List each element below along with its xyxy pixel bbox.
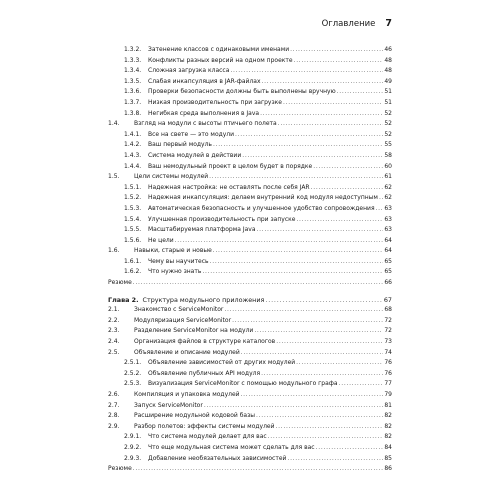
toc-entry-number: 1.5.4. (124, 215, 142, 223)
toc-leader-dots (242, 151, 383, 162)
toc-entry[interactable] (108, 66, 392, 77)
toc-entry-page: 86 (384, 465, 392, 473)
toc-entry-number: 1.4.2. (124, 141, 142, 149)
toc-entry[interactable] (108, 98, 392, 109)
toc-entry[interactable] (108, 390, 392, 401)
toc-entry-page: 72 (384, 316, 392, 324)
toc-entry[interactable] (108, 348, 392, 359)
toc-entry-title: Организация файлов в структуре каталогов (134, 338, 276, 346)
toc-entry-page: 60 (384, 162, 392, 170)
toc-entry-title: Конфликты разных версий на одном проекте (148, 56, 293, 64)
toc-entry-title: Разделение ServiceMonitor на модули (134, 327, 254, 335)
toc-entry-page: 65 (384, 257, 392, 265)
toc-entry-title: Автоматическая безопасность и улучшенное удобство сопровождения (148, 204, 375, 212)
toc-entry-number: 2.4. (108, 338, 120, 346)
toc-entry-number: 1.3.6. (124, 88, 142, 96)
toc-entry[interactable] (108, 193, 392, 204)
toc-entry-number: 2.9.3. (124, 454, 142, 462)
toc-entry-page: 46 (384, 46, 392, 53)
toc-entry-page: 62 (384, 183, 392, 191)
toc-entry-number: 1.5. (108, 173, 120, 181)
toc-entry[interactable] (108, 162, 392, 173)
toc-entry-page: 74 (384, 348, 392, 356)
toc-entry[interactable] (108, 45, 392, 56)
toc-entry-title: Объявление и описание модулей (134, 348, 240, 356)
toc-leader-dots (311, 183, 384, 194)
toc-leader-dots (268, 432, 384, 443)
toc-leader-dots (262, 77, 384, 88)
toc-leader-dots (213, 246, 384, 257)
toc-entry-title: Навыки, старые и новые (134, 247, 212, 255)
toc-entry-title: Резюме (108, 279, 132, 287)
toc-entry[interactable] (108, 267, 392, 278)
toc-entry-page: 85 (384, 454, 392, 462)
toc-leader-dots (294, 56, 384, 67)
toc-entry[interactable] (108, 326, 392, 337)
toc-entry[interactable] (108, 316, 392, 327)
toc-entry-page: 62 (384, 194, 392, 202)
toc-entry[interactable] (108, 130, 392, 141)
toc-entry-title: Все на свете — это модули (148, 130, 235, 138)
toc-entry-page: 52 (384, 120, 392, 128)
toc-entry-page: 51 (384, 98, 392, 106)
toc-entry-title: Объявление публичных API модуля (148, 369, 261, 377)
toc-entry-page: 63 (384, 215, 392, 223)
toc-entry[interactable] (108, 246, 392, 257)
toc-leader-dots (241, 390, 384, 401)
toc-entry-number: 1.3.3. (124, 56, 142, 64)
toc-entry-page: 58 (384, 151, 392, 159)
toc-leader-dots (232, 316, 383, 327)
toc-leader-dots (313, 162, 383, 173)
toc-entry-number: 1.3.2. (124, 46, 142, 53)
toc-entry-number: 1.6.1. (124, 257, 142, 265)
toc-entry-number: 2.5.3. (124, 380, 142, 388)
toc-entry-number: 1.3.8. (124, 109, 142, 117)
toc-entry-page: 55 (384, 141, 392, 149)
toc-entry-page: 73 (384, 338, 392, 346)
toc-entry-number: 2.1. (108, 306, 120, 314)
toc-entry-number: 1.4.1. (124, 130, 142, 138)
toc-leader-dots (265, 295, 383, 306)
toc-entry-page: 82 (384, 412, 392, 420)
toc-leader-dots (290, 45, 383, 56)
toc-entry[interactable] (108, 225, 392, 236)
toc-leader-dots (296, 215, 383, 226)
toc-entry-page: 82 (384, 433, 392, 441)
toc-entry-number: 2.7. (108, 401, 120, 409)
toc-entry-number: 1.3.5. (124, 77, 142, 85)
toc-entry[interactable] (108, 204, 392, 215)
toc-entry[interactable] (108, 183, 392, 194)
toc-leader-dots (339, 379, 384, 390)
toc-entry-page: 64 (384, 247, 392, 255)
toc-entry-page: 52 (384, 130, 392, 138)
toc-entry-title: Запуск ServiceMonitor (134, 401, 203, 409)
toc-entry-title: Ваш немодульный проект в целом будет в порядке (148, 162, 313, 170)
toc-entry-title: Взгляд на модули с высоты птичьего полета (134, 120, 277, 128)
toc-chapter-entry[interactable] (108, 295, 392, 306)
toc-leader-dots (379, 193, 383, 204)
toc-leader-dots (256, 411, 383, 422)
toc-leader-dots (213, 140, 383, 151)
toc-entry[interactable] (108, 422, 392, 433)
toc-entry-number: 1.5.3. (124, 204, 142, 212)
toc-entry-page: 76 (384, 369, 392, 377)
toc-leader-dots (241, 348, 384, 359)
toc-entry-title: Что еще модульная система может сделать для вас (148, 443, 315, 451)
toc-entry-page: 81 (384, 401, 392, 409)
toc-entry-number: 2.5.2. (124, 369, 142, 377)
toc-entry-number: 2.2. (108, 316, 120, 324)
toc-entry-number: 2.9.2. (124, 443, 142, 451)
toc-entry[interactable] (108, 77, 392, 88)
toc-entry-page: 51 (384, 88, 392, 96)
toc-entry-page: 48 (384, 67, 392, 75)
toc-entry-title: Компиляция и упаковка модулей (134, 391, 240, 398)
toc-entry-page: 63 (384, 204, 392, 212)
running-head (108, 18, 392, 32)
toc-entry-number: 2.5.1. (124, 359, 142, 367)
toc-entry-title: Чему вы научитесь (148, 257, 209, 265)
toc-entry-title: Что нужно знать (148, 268, 202, 276)
section-title: Оглавление (321, 19, 376, 29)
toc-entry[interactable] (108, 257, 392, 268)
toc-entry-title: Цели системы модулей (134, 173, 209, 181)
toc-entry-number: 2.3. (108, 327, 120, 335)
toc-entry-title: Ваш первый модуль (148, 141, 212, 149)
toc-leader-dots (224, 305, 383, 316)
toc-entry-title: Низкая производительность при загрузке (148, 98, 282, 106)
toc-entry-number: 1.5.6. (124, 236, 142, 244)
toc-entry[interactable] (108, 172, 392, 183)
toc-entry[interactable] (108, 454, 392, 465)
page-number: 7 (385, 18, 392, 29)
toc-entry[interactable] (108, 215, 392, 226)
toc-entry-number: 1.5.2. (124, 194, 142, 202)
toc-entry-title: Резюме (108, 465, 132, 473)
toc-entry[interactable] (108, 443, 392, 454)
toc-entry-title: Улучшенная производительность при запуске (148, 215, 296, 223)
toc-leader-dots (283, 98, 383, 109)
toc-entry-number: 1.3.7. (124, 98, 142, 106)
toc-entry-page: 64 (384, 236, 392, 244)
toc-entry-title: Сложная загрузка класса (148, 67, 230, 75)
toc-entry-title: Надежная настройка: не оставлять после себя JAR (148, 183, 310, 191)
toc-entry[interactable] (108, 56, 392, 67)
toc-entry-number: 2.6. (108, 391, 120, 398)
toc-leader-dots (210, 257, 384, 268)
toc-entry[interactable] (108, 369, 392, 380)
toc-entry-page: 63 (384, 226, 392, 234)
toc-leader-dots (209, 172, 383, 183)
toc-entry[interactable] (108, 140, 392, 151)
toc-entry-title: Объявление зависимостей от других модулей (148, 359, 296, 367)
toc-entry[interactable] (108, 411, 392, 422)
toc-entry-page: 82 (384, 422, 392, 430)
toc-entry-number: Глава 2. (108, 295, 139, 304)
toc-leader-dots (257, 225, 384, 236)
table-of-contents (108, 45, 392, 475)
toc-entry[interactable] (108, 151, 392, 162)
toc-entry-title: Проверки безопасности должны быть выполнены вручную (148, 88, 336, 96)
toc-leader-dots (276, 422, 384, 433)
toc-leader-dots (296, 358, 383, 369)
toc-entry[interactable] (108, 305, 392, 316)
toc-entry-number: 2.8. (108, 412, 120, 420)
toc-entry-number: 2.5. (108, 348, 120, 356)
toc-entry[interactable] (108, 464, 392, 475)
toc-leader-dots (133, 464, 384, 475)
toc-entry-page: 52 (384, 109, 392, 117)
toc-entry[interactable] (108, 236, 392, 247)
toc-entry-number: 2.9.1. (124, 433, 142, 441)
toc-entry[interactable] (108, 432, 392, 443)
toc-leader-dots (316, 443, 384, 454)
toc-entry-page: 84 (384, 443, 392, 451)
toc-entry-title: Не цели (148, 236, 174, 244)
toc-leader-dots (260, 109, 383, 120)
toc-entry[interactable] (108, 358, 392, 369)
toc-entry-number: 1.5.1. (124, 183, 142, 191)
toc-entry-title: Масштабируемая платформа Java (148, 226, 256, 234)
toc-entry[interactable] (108, 401, 392, 412)
toc-entry[interactable] (108, 109, 392, 120)
toc-entry-number: 1.4.4. (124, 162, 142, 170)
toc-leader-dots (276, 337, 383, 348)
toc-entry-title: Негибкая среда выполнения в Java (148, 109, 260, 117)
toc-entry[interactable] (108, 119, 392, 130)
toc-entry-page: 72 (384, 327, 392, 335)
toc-entry-title: Система модулей в действии (148, 151, 242, 159)
toc-entry-title: Структура модульного приложения (142, 295, 265, 304)
toc-entry-title: Модуляризация ServiceMonitor (134, 316, 232, 324)
toc-entry-number: 1.4. (108, 120, 120, 128)
toc-entry-title: Разбор полетов: эффекты системы модулей (134, 422, 275, 430)
toc-entry-page: 68 (384, 306, 392, 314)
toc-entry-page: 61 (384, 173, 392, 181)
toc-entry-number: 1.3.4. (124, 67, 142, 75)
toc-entry-page: 67 (383, 295, 392, 304)
toc-leader-dots (278, 119, 384, 130)
toc-entry-title: Затенение классов с одинаковыми именами (148, 46, 290, 53)
toc-entry-page: 77 (384, 380, 392, 388)
toc-entry-title: Визуализация ServiceMonitor с помощью модульного графа (148, 380, 338, 388)
toc-entry[interactable] (108, 87, 392, 98)
toc-entry-page: 65 (384, 268, 392, 276)
toc-entry-title: Добавление необязательных зависимостей (148, 454, 287, 462)
toc-entry-number: 1.6.2. (124, 268, 142, 276)
toc-entry-number: 1.5.5. (124, 226, 142, 234)
toc-entry-number: 2.9. (108, 422, 120, 430)
toc-leader-dots (376, 204, 384, 215)
toc-entry[interactable] (108, 337, 392, 348)
toc-entry-page: 48 (384, 56, 392, 64)
toc-entry-page: 66 (384, 279, 392, 287)
toc-entry-title: Слабая инкапсуляция в JAR-файлах (148, 77, 261, 85)
toc-leader-dots (175, 236, 384, 247)
toc-leader-dots (337, 87, 384, 98)
toc-leader-dots (254, 326, 383, 337)
toc-leader-dots (204, 401, 384, 412)
toc-leader-dots (133, 278, 384, 289)
toc-leader-dots (202, 267, 383, 278)
toc-leader-dots (261, 369, 383, 380)
toc-entry-number: 1.6. (108, 247, 120, 255)
toc-entry-page: 79 (384, 391, 392, 398)
toc-leader-dots (235, 130, 383, 141)
toc-entry-title: Знакомство с ServiceMonitor (134, 306, 224, 314)
toc-entry-page: 76 (384, 359, 392, 367)
toc-entry[interactable] (108, 379, 392, 390)
toc-entry-title: Расширение модульной кодовой базы (134, 412, 256, 420)
toc-entry[interactable] (108, 278, 392, 289)
toc-leader-dots (230, 66, 383, 77)
toc-entry-number: 1.4.3. (124, 151, 142, 159)
toc-leader-dots (287, 454, 383, 465)
toc-entry-title: Что система модулей делает для вас (148, 433, 267, 441)
toc-entry-page: 49 (384, 77, 392, 85)
toc-entry-title: Надежная инкапсуляция: делаем внутренний код модуля недоступным (148, 194, 378, 202)
